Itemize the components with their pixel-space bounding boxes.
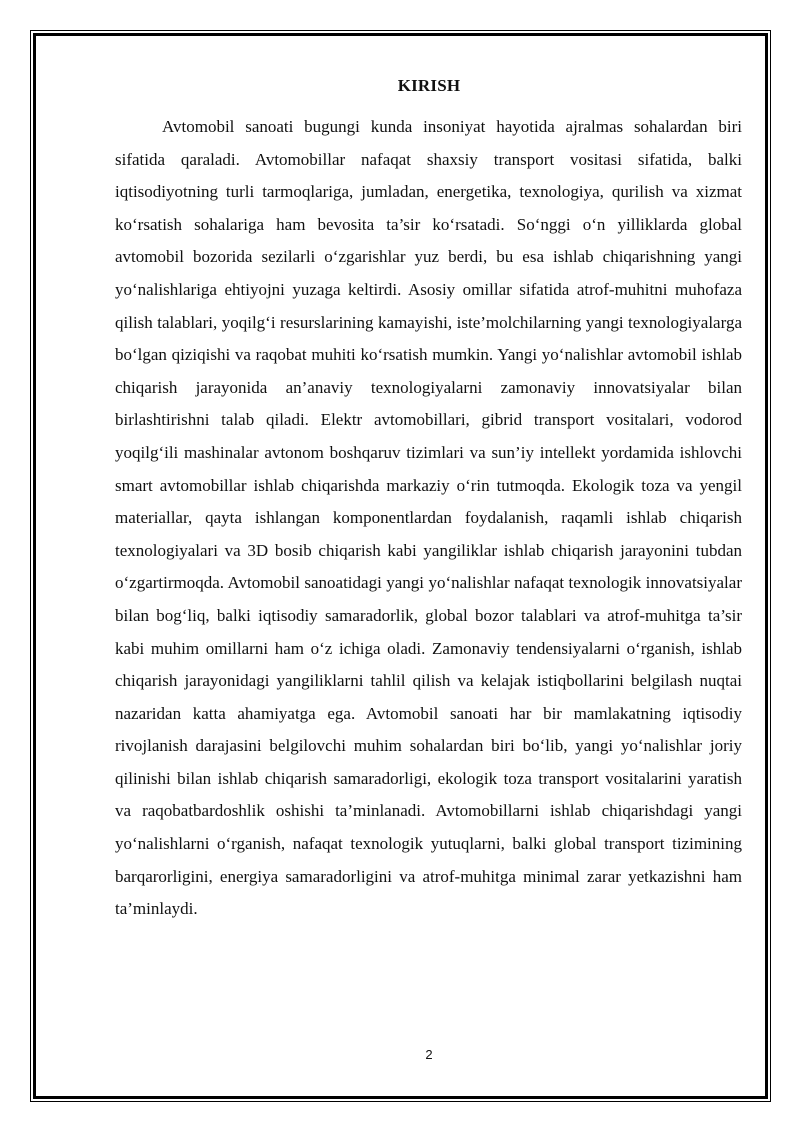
body-paragraph: Avtomobil sanoati bugungi kunda insoniyat hayotida ajralmas sohalardan biri sifatida qaraladi. Avtomobillar nafaqat shaxsiy transport vositasi sifatida, balki iqtisodiyotning turli tarmoqlariga, jumladan, energetika, texnologiya, qurilish va xizmat ko‘rsatish sohalariga ham bevosita ta’sir ko‘rsatadi. So‘nggi o‘n yilliklarda global avtomobil bozorida sezilarli o‘zgarishlar yuz berdi, bu esa ishlab chiqarishning yangi yo‘nalishlariga ehtiyojni yuzaga keltirdi. Asosiy omillar sifatida atrof-muhitni muhofaza qilish talablari, yoqilg‘i resurslarining kamayishi, iste’molchilarning yangi texnologiyalarga bo‘lgan qiziqishi va raqobat muhiti ko‘rsatish mumkin. Yangi yo‘nalishlar avtomobil ishlab chiqarish jarayonida an’anaviy texnologiyalarni zamonaviy innovatsiyalar bilan birlashtirishni talab qiladi. Elektr avtomobillari, gibrid transport vositalari, vodorod yoqilg‘ili mashinalar avtonom boshqaruv tizimlari va sun’iy intellekt yordamida ishlovchi smart avtomobillar ishlab chiqarishda markaziy o‘rin tutmoqda. Ekologik toza va yengil materiallar, qayta ishlangan komponentlardan foydalanish, raqamli ishlab chiqarish texnologiyalari va 3D bosib chiqarish kabi yangiliklar ishlab chiqarish jarayonini tubdan o‘zgartirmoqda. Avtomobil sanoatidagi yangi yo‘nalishlar nafaqat texnologik innovatsiyalar bilan bog‘liq, balki iqtisodiy samaradorlik, global bozor talablari va atrof-muhitga ta’sir kabi muhim omillarni ham o‘z ichiga oladi. Zamonaviy tendensiyalarni o‘rganish, ishlab chiqarish jarayonidagi yangiliklarni tahlil qilish va kelajak istiqbollarini belgilash nuqtai nazaridan katta ahamiyatga ega. Avtomobil sanoati har bir mamlakatning iqtisodiy rivojlanish darajasini belgilovchi muhim sohalardan biri bo‘lib, yangi yo‘nalishlar joriy qilinishi bilan ishlab chiqarish samaradorligi, ekologik toza transport vositalarini yaratish va raqobatbardoshlik oshishi ta’minlanadi. Avtomobillarni ishlab chiqarishdagi yangi yo‘nalishlarni o‘rganish, nafaqat texnologik yutuqlarni, balki global transport tizimining barqarorligini, energiya samaradorligini va atrof-muhitga minimal zarar yetkazishni ham ta’minlaydi.	[115, 117, 742, 919]
section-heading: KIRISH	[397, 76, 461, 95]
page-number: 2	[425, 1047, 433, 1062]
